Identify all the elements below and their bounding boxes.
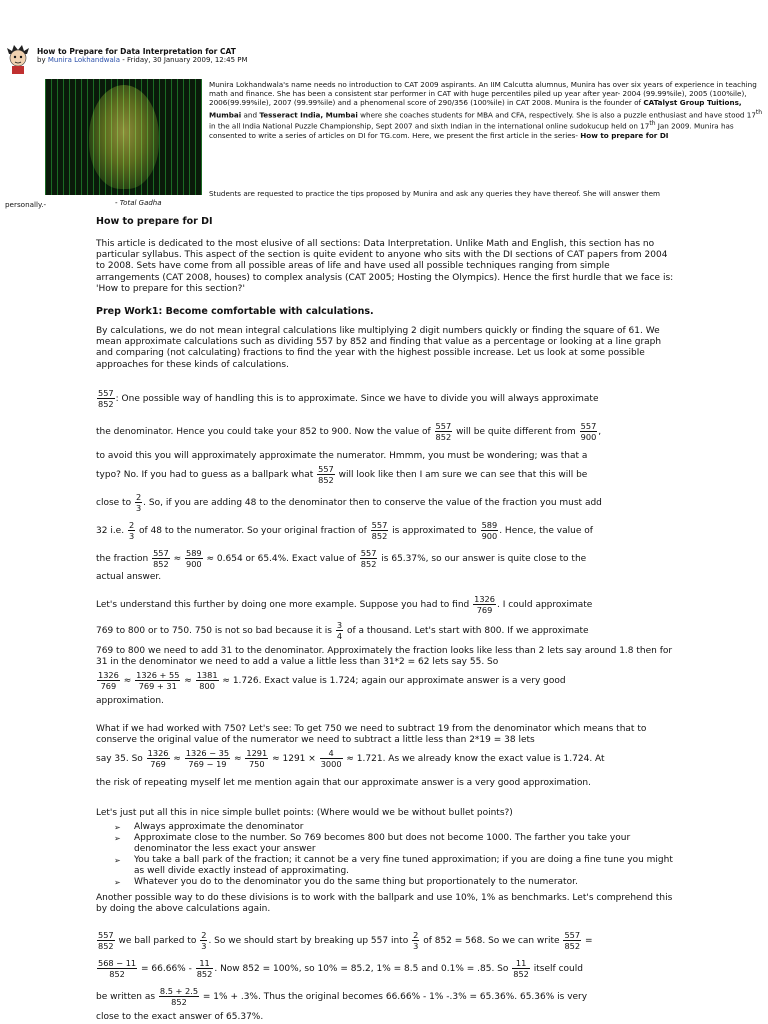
author-avatar-icon <box>5 44 31 74</box>
article-heading: How to prepare for DI <box>96 216 213 227</box>
bullet-item: ➢ Approximate close to the number. So 769 becomes 800 but does not become 1000. The farther you take your denominator the less exact your answer <box>118 833 678 855</box>
post-title[interactable]: How to Prepare for Data Interpretation for CAT <box>37 47 236 56</box>
students-note-end: personally.- <box>5 200 47 209</box>
intro-paragraph: Munira Lokhandwala's name needs no introduction to CAT 2009 aspirants. An IIM Calcutta alumnus, Munira has over six years of experience in teaching math and finance. She has been a consistent star performer in CAT with huge percentiles piled up year after year- 2004 (99.99%ile), 2005 (100%ile), 2006(99.99%ile), 2007 (99.99%ile) and a phenomenal score of 290/356 (100%ile) in CAT 2008. Munira is the founder of CATalyst Group Tuitions, Mumbai and Tesseract India, Mumbai where she coaches students for MBA and CFA, respectively. She is also a puzzle enthusiast and have stood 17th in the all India National Puzzle Championship, Sept 2007 and sixth Indian in the international online sudokucup held on 17th Jan 2009. Munira has consented to write a series of articles on DI for TG.com. Here, we present the first article in the series- How to prepare for DI <box>209 80 763 140</box>
bullet-item: ➢ You take a ball park of the fraction; it cannot be a very fine tuned approximation; if you are doing a fine tune you might as well divide exactly instead of approximating. <box>118 855 678 877</box>
bullet-item: ➢ Whatever you do to the denominator you do the same thing but proportionately to the numerator. <box>118 877 678 888</box>
signature: - Total Gadha <box>115 199 162 207</box>
students-note: Students are requested to practice the tips proposed by Munira and ask any queries they have thereof. She will answer them <box>209 189 661 198</box>
bullet-item: ➢ Always approximate the denominator <box>118 822 678 833</box>
example-4: $\frac{557}{852}$ we ball parked to $\frac{2}{3}$ . So we should start by breaking up 557 into $\frac{2}{3}$ of 852 = 568. So we can write $\frac{557}{852}$ = $\frac{568 - 11}{852}$ = 66.66% - $\frac{11}{852}$ . Now 852 = 100%, so 10% = 85.2, 1% = 8.5 and 0.1% = .85. So $\frac{11}{852}$ itself could be written as $\frac{8.5 + 2.5}{852}$ = 1% + .3%. Thus the original becomes 66.66% - 1% -.3% = 65.36%. 65.36% is very close to the exact answer of 65.37%. <box>96 930 593 1022</box>
section-heading: Prep Work1: Become comfortable with calculations. <box>96 306 374 317</box>
post-byline: by Munira Lokhandwala - Friday, 30 January 2009, 12:45 PM <box>37 56 248 64</box>
example-1: $\frac{557}{852}$ : One possible way of handling this is to approximate. Since we have to divide you will always approximate the denominator. Hence you could take your 852 to 900. Now the value of $\frac{557}{852}$ will be quite different from $\frac{557}{900}$ , to avoid this you will approximately approximate the numerator. Hmmm, you must be wondering; was that a typo? No. If you had to guess as a ballpark what $\frac{557}{852}$ will look like then I am sure we can see that this will be close to $\frac{2}{3}$ . So, if you are adding 48 to the denominator then to conserve the value of the fraction you must add 32 i.e. $\frac{2}{3}$ of 48 to the numerator. So your original fraction of $\frac{557}{852}$ is approximated to $\frac{589}{900}$ . Hence, the value of the fraction $\frac{557}{852}$ ≈ $\frac{589}{900}$ ≈ 0.654 or 65.4%. Exact value of $\frac{557}{852}$ is 65.37%, so our answer is quite close to the actual answer. <box>96 388 602 582</box>
example-2: Let's understand this further by doing one more example. Suppose you had to find $\frac{1326}{769}$ . I could approximate 769 to 800 or to 750. 750 is not so bad because it is $\frac{3}{4}$ of a thousand. Let's start with 800. If we approximate 769 to 800 we need to add 31 to the denominator. Approximately the fraction looks like less than 2 lets say around 1.8 then for 31 in the denominator we need to add a value a little less than 31*2 = 62 lets say 55. So $\frac{1326}{769}$ ≈ $\frac{1326 + 55}{769 + 31}$ ≈ $\frac{1381}{800}$ ≈ 1.726. Exact value is 1.724; again our approximate answer is a very good approximation. <box>96 594 673 706</box>
author-link[interactable]: Munira Lokhandwala <box>47 56 121 64</box>
article-paragraph-3: Another possible way to do these divisions is to work with the ballpark and use 10%, 1% as benchmarks. Let's comprehend this by doing the above calculations again. <box>96 893 673 915</box>
example-3: What if we had worked with 750? Let's see: To get 750 we need to subtract 19 from the denominator which means that to conserve the original value of the numerator we need to subtract a little less than 2*19 = 38 lets say 35. So $\frac{1326}{769}$ ≈ $\frac{1326 - 35}{769 - 19}$ ≈ $\frac{1291}{750}$ ≈ 1291 × $\frac{4}{3000}$ ≈ 1.721. As we already know the exact value is 1.724. At the risk of repeating myself let me mention again that our approximate answer is a very good approximation. <box>96 724 647 788</box>
article-paragraph-2: By calculations, we do not mean integral calculations like multiplying 2 digit numbers quickly or finding the square of 61. We mean approximate calculations such as dividing 557 by 852 and finding that value as a percentage or looking at a line graph and comparing (not calculating) fractions to find the year with the highest possible increase. Let us look at some possible approaches for these kinds of calculations. <box>96 326 662 370</box>
bullet-list <box>118 822 678 888</box>
bullets-intro: Let's just put all this in nice simple bullet points: (Where would we be without bullet points?) <box>96 808 513 818</box>
author-photo <box>45 79 202 195</box>
article-paragraph-1: This article is dedicated to the most elusive of all sections: Data Interpretation. Unlike Math and English, this section has no particular syllabus. This aspect of the section is quite evident to anyone who sits with the DI sections of CAT papers from 2004 to 2008. Sets have come from all possible areas of life and have used all possible techniques ranging from simple arrangements (CAT 2008, houses) to complex analysis (CAT 2005; Hosting the Olympics). Hence the first hurdle that we face is: 'How to prepare for this section?' <box>96 239 674 294</box>
